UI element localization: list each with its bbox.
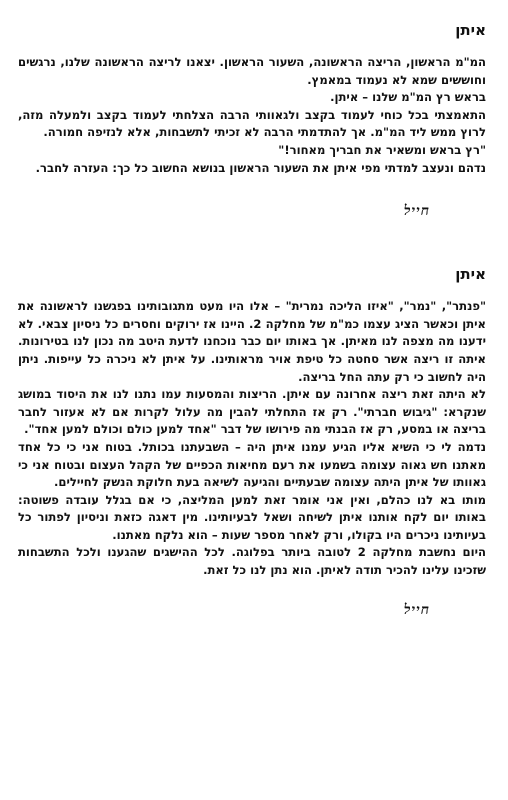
paragraph: היום נחשבת מחלקה 2 לטובה ביותר בפלוגה. לכל ההישגים שהגענו ולכל התשבחות שזכינו עלינו להכיר תודה לאיתן. הוא נתן לנו כל זאת. [18, 545, 486, 578]
document-page [18, 8, 486, 792]
signature: חייל [403, 203, 430, 220]
section-title: איתן [455, 21, 486, 39]
memorial-section-2 [18, 264, 486, 619]
quote-paragraph: "רץ בראש ומשאיר את חבריך מאחור!" [278, 142, 486, 157]
paragraph: התאמצתי בכל כוחי לעמוד בקצב ולגאוותי הרבה הצלחתי לעמוד בקצב ולמעלה מזה, לרוץ ממש ליד המ"מ. אך להתדמתי הרבה לא זכיתי לתשבחות, אלא לנזיפה חמורה. [18, 107, 486, 140]
paragraph: לא היתה זאת ריצה אחרונה עם איתן. הריצות והמסעות עמו נתנו לנו את היסוד במושג שנקרא: "גיבוש חברתי". רק אז התחלתי להבין מה עלול לקרות אם לא אעזור לחבר בריצה או במסע, רק אז הבנתי מה פירושו של דבר "אחד למען כולם וכולם למען אחד". [18, 387, 486, 437]
paragraph: "פנתר", "נמר", "איזו הליכה נמרית" – אלו היו מעט מתגובותינו בפגשנו לראשונה את איתן וכאשר הציג עצמו כמ"מ של מחלקה 2. היינו אז ירוקים וחסרים כל ניסיון צבאי. לא ידענו מה מצפה לנו מאיתן. אך באותו יום כבר נוכחנו לדעת היטב מה נכון לנו בטירונות. איתה זו ריצה אשר סחטה כל טיפת אויר מראותינו. על איתן לא ניכרה כל עייפות. ניתן היה לחשוב כי רק עתה החל בריצה. [18, 299, 486, 384]
paragraph: נדמה לי כי השיא אליו הגיע עמנו איתן היה – השבעתנו בכותל. בטוח אני כי כל אחד מאתנו חש גאוה עצומה בשמעו את רעם מחיאות הכפיים של הקהל העצום ובטוח אני כי גאוותו של איתן היתה עצומה שבעתיים והגיעה לשיאה בעת חלוקת הנשק לחיילים. [18, 439, 486, 490]
section-title: איתן [455, 265, 486, 284]
paragraph: בראש רץ המ"מ שלנו – איתן. [330, 90, 486, 105]
paragraph: נדהם ונעצב למדתי מפי איתן את השעור הראשון בנושא החשוב כל כך: העזרה לחבר. [35, 160, 486, 175]
section-body [18, 54, 486, 177]
paragraph: מותו בא לנו כהלם, ואין אני אומר זאת למען המליצה, כי אם בגלל עובדה פשוטה: באותו יום לקח אותנו איתן לשיחה ושאל לבעיותינו. מין דאגה כזאת וניסיון לפתור כל בעיותינו ניכרים היו בקולו, ורק לאחר מספר שעות – הוא נלקח מאתנו. [18, 492, 486, 542]
signature: חייל [403, 601, 430, 618]
memorial-section-1 [18, 20, 486, 220]
paragraph: המ"מ הראשון, הריצה הראשונה, השעור הראשון. יצאנו לריצה הראשונה שלנו, נרגשים וחוששים שמא לא נעמוד במאמץ. [18, 55, 486, 87]
section-body [18, 298, 486, 580]
